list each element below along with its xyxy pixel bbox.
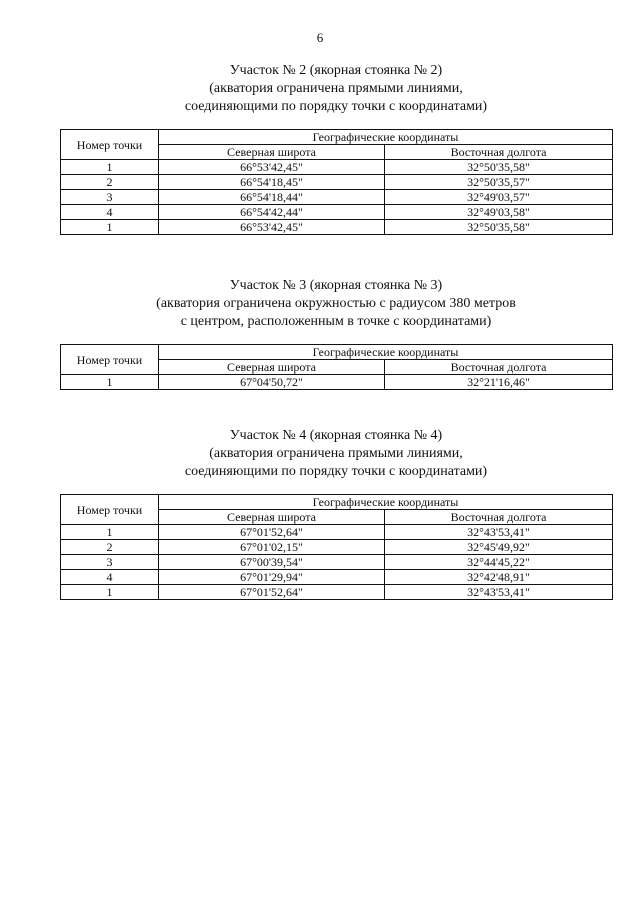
- cell-longitude: 32°50'35,57": [385, 175, 613, 190]
- header-geo-coordinates: Географические координаты: [159, 130, 613, 145]
- coordinates-table: [60, 344, 613, 390]
- cell-longitude: 32°42'48,91": [385, 570, 613, 585]
- header-point-number: Номер точки: [61, 495, 159, 525]
- section-subtitle: (акватория ограничена прямыми линиями,: [209, 446, 463, 461]
- cell-point: 4: [61, 570, 159, 585]
- cell-longitude: 32°49'03,57": [385, 190, 613, 205]
- section-area-2: [60, 62, 612, 235]
- cell-point: 3: [61, 190, 159, 205]
- cell-point: 1: [61, 375, 159, 390]
- header-east-longitude: Восточная долгота: [385, 145, 613, 160]
- header-geo-coordinates: Географические координаты: [159, 495, 613, 510]
- table-row: [61, 375, 613, 390]
- section-title: Участок № 2 (якорная стоянка № 2): [229, 63, 443, 78]
- cell-latitude: 66°53'42,45": [159, 160, 385, 175]
- cell-latitude: 67°01'02,15": [159, 540, 385, 555]
- cell-latitude: 67°04'50,72": [159, 375, 385, 390]
- table-row: [61, 205, 613, 220]
- cell-point: 2: [61, 175, 159, 190]
- table-row: [61, 555, 613, 570]
- header-point-number: Номер точки: [61, 130, 159, 160]
- cell-latitude: 66°54'42,44": [159, 205, 385, 220]
- cell-latitude: 67°01'52,64": [159, 585, 385, 600]
- section-subtitle: (акватория ограничена окружностью с радиусом 380 метров: [156, 296, 516, 311]
- cell-point: 4: [61, 205, 159, 220]
- section-subtitle: соединяющими по порядку точки с координатами): [184, 464, 488, 479]
- table-row: [61, 190, 613, 205]
- section-heading: [60, 277, 612, 331]
- cell-point: 1: [61, 525, 159, 540]
- cell-point: 1: [61, 585, 159, 600]
- table-row: [61, 175, 613, 190]
- cell-point: 2: [61, 540, 159, 555]
- cell-latitude: 67°01'29,94": [159, 570, 385, 585]
- cell-latitude: 66°54'18,44": [159, 190, 385, 205]
- header-east-longitude: Восточная долгота: [385, 510, 613, 525]
- header-point-number: Номер точки: [61, 345, 159, 375]
- page-number: 6: [316, 30, 324, 45]
- cell-latitude: 66°54'18,45": [159, 175, 385, 190]
- cell-longitude: 32°50'35,58": [385, 220, 613, 235]
- header-north-latitude: Северная широта: [159, 510, 385, 525]
- table-row: [61, 540, 613, 555]
- table-row: [61, 160, 613, 175]
- cell-longitude: 32°49'03,58": [385, 205, 613, 220]
- header-geo-coordinates: Географические координаты: [159, 345, 613, 360]
- cell-longitude: 32°43'53,41": [385, 525, 613, 540]
- section-subtitle: с центром, расположенным в точке с координатами): [180, 314, 492, 329]
- section-title: Участок № 4 (якорная стоянка № 4): [229, 428, 443, 443]
- table-row: [61, 525, 613, 540]
- section-area-3: [60, 277, 612, 390]
- section-heading: [60, 62, 612, 116]
- section-subtitle: (акватория ограничена прямыми линиями,: [209, 81, 463, 96]
- cell-longitude: 32°50'35,58": [385, 160, 613, 175]
- header-east-longitude: Восточная долгота: [385, 360, 613, 375]
- header-north-latitude: Северная широта: [159, 145, 385, 160]
- cell-latitude: 67°01'52,64": [159, 525, 385, 540]
- section-heading: [60, 427, 612, 481]
- table-row: [61, 220, 613, 235]
- section-subtitle: соединяющими по порядку точки с координатами): [184, 99, 488, 114]
- cell-longitude: 32°43'53,41": [385, 585, 613, 600]
- section-area-4: [60, 427, 612, 600]
- coordinates-table: [60, 494, 613, 600]
- cell-longitude: 32°45'49,92": [385, 540, 613, 555]
- section-title: Участок № 3 (якорная стоянка № 3): [229, 278, 443, 293]
- cell-point: 3: [61, 555, 159, 570]
- header-north-latitude: Северная широта: [159, 360, 385, 375]
- cell-latitude: 66°53'42,45": [159, 220, 385, 235]
- coordinates-table: [60, 129, 613, 235]
- table-row: [61, 570, 613, 585]
- cell-point: 1: [61, 220, 159, 235]
- table-row: [61, 585, 613, 600]
- cell-point: 1: [61, 160, 159, 175]
- cell-latitude: 67°00'39,54": [159, 555, 385, 570]
- cell-longitude: 32°21'16,46": [385, 375, 613, 390]
- cell-longitude: 32°44'45,22": [385, 555, 613, 570]
